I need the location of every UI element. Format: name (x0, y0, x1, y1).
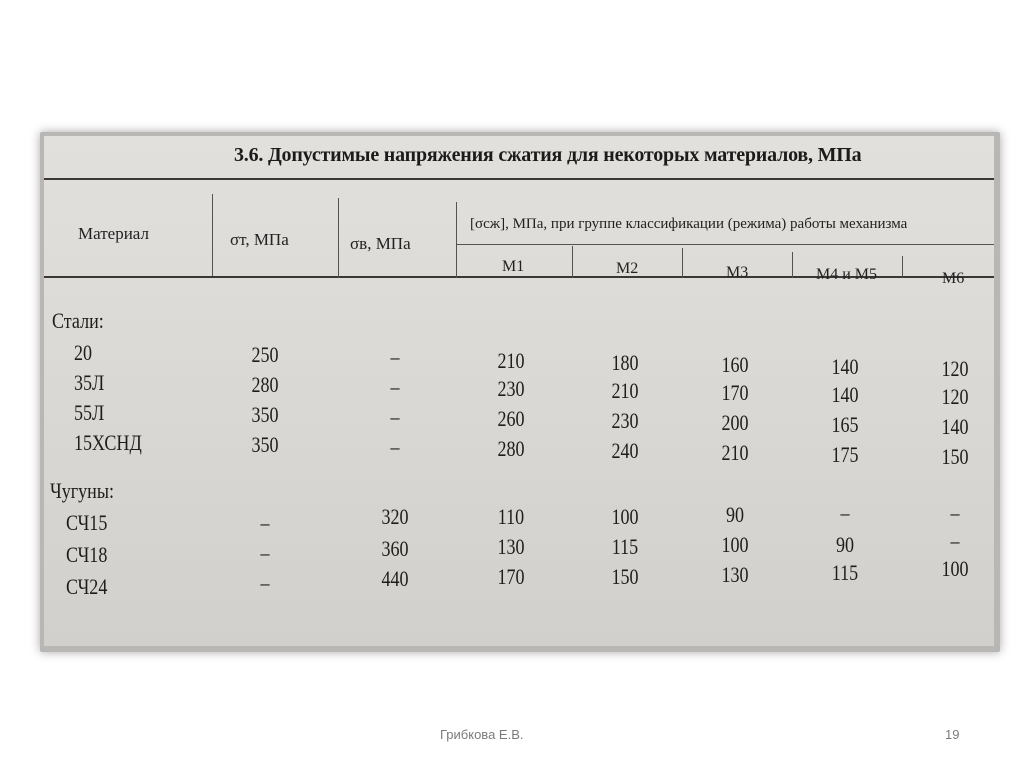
m1-cell: 130 (497, 534, 525, 559)
table-title: 3.6. Допустимые напряжения сжатия для некоторых материалов, МПа (234, 144, 862, 166)
slide-page-number: 19 (945, 727, 960, 742)
header-sigma-t: σт, МПа (230, 230, 289, 249)
col-divider-5 (682, 248, 683, 278)
header-m3: М3 (726, 264, 749, 281)
m1-cell: 170 (497, 564, 525, 589)
m2-cell: 180 (611, 350, 639, 375)
m2-cell: 150 (611, 564, 639, 589)
m2-cell: 115 (611, 534, 639, 559)
sigma-v-cell: – (390, 404, 400, 429)
m6-cell: – (950, 528, 960, 553)
m4-m5-cell: 90 (835, 532, 855, 557)
sigma-v-cell: 440 (381, 566, 409, 591)
m6-cell: 120 (941, 356, 969, 381)
header-group: [σсж], МПа, при группе классификации (режима) работы механизма (470, 216, 908, 232)
sigma-t-cell: 280 (251, 372, 279, 397)
col-divider-3 (456, 202, 457, 278)
sigma-t-cell: – (260, 540, 270, 565)
m4-m5-cell: 115 (831, 560, 859, 585)
header-m6: М6 (942, 270, 965, 287)
col-divider-6 (792, 252, 793, 278)
col-divider-2 (338, 198, 339, 278)
col-divider-7 (902, 256, 903, 278)
material-cell: СЧ18 (66, 542, 108, 567)
m1-cell: 260 (497, 406, 525, 431)
sigma-v-cell: 360 (381, 536, 409, 561)
m1-cell: 280 (497, 436, 525, 461)
m3-cell: 130 (721, 562, 749, 587)
m6-cell: 120 (941, 384, 969, 409)
m3-cell: 100 (721, 532, 749, 557)
m6-cell: 150 (941, 444, 969, 469)
header-material: Материал (78, 224, 149, 243)
group-label-steels: Стали: (52, 308, 104, 333)
material-cell: СЧ24 (66, 574, 108, 599)
m1-cell: 230 (497, 376, 525, 401)
sigma-t-cell: 350 (251, 432, 279, 457)
m1-cell: 210 (497, 348, 525, 373)
sigma-v-cell: 320 (381, 504, 409, 529)
header-m4-m5: М4 и М5 (816, 266, 878, 283)
m6-cell: 100 (941, 556, 969, 581)
col-divider-4 (572, 246, 573, 278)
sigma-v-cell: – (390, 434, 400, 459)
m4-m5-cell: 165 (831, 412, 859, 437)
m4-m5-cell: 175 (831, 442, 859, 467)
sigma-t-cell: – (260, 570, 270, 595)
m4-m5-cell: 140 (831, 382, 859, 407)
sigma-v-cell: – (390, 374, 400, 399)
material-cell: 15ХСНД (74, 430, 142, 455)
sigma-t-cell: – (260, 510, 270, 535)
material-cell: 35Л (74, 370, 105, 395)
header-subdivider (456, 244, 994, 245)
book-page-photo (44, 136, 994, 646)
slide-footer-author: Грибкова Е.В. (440, 727, 524, 742)
m3-cell: 170 (721, 380, 749, 405)
m4-m5-cell: – (840, 500, 850, 525)
m3-cell: 200 (721, 410, 749, 435)
material-cell: 55Л (74, 400, 105, 425)
header-sigma-v: σв, МПа (350, 234, 411, 253)
m3-cell: 160 (721, 352, 749, 377)
m6-cell: 140 (941, 414, 969, 439)
m3-cell: 90 (725, 502, 745, 527)
group-label-cast-irons: Чугуны: (50, 478, 114, 503)
m2-cell: 230 (611, 408, 639, 433)
header-m1: М1 (502, 258, 525, 275)
material-cell: 20 (74, 340, 93, 365)
header-m2: М2 (616, 260, 639, 277)
sigma-v-cell: – (390, 344, 400, 369)
m6-cell: – (950, 500, 960, 525)
m1-cell: 110 (497, 504, 525, 529)
sigma-t-cell: 350 (251, 402, 279, 427)
m2-cell: 210 (611, 378, 639, 403)
m2-cell: 240 (611, 438, 639, 463)
table-top-rule (44, 178, 994, 180)
m3-cell: 210 (721, 440, 749, 465)
col-divider-1 (212, 194, 213, 276)
m2-cell: 100 (611, 504, 639, 529)
material-cell: СЧ15 (66, 510, 108, 535)
m4-m5-cell: 140 (831, 354, 859, 379)
sigma-t-cell: 250 (251, 342, 279, 367)
